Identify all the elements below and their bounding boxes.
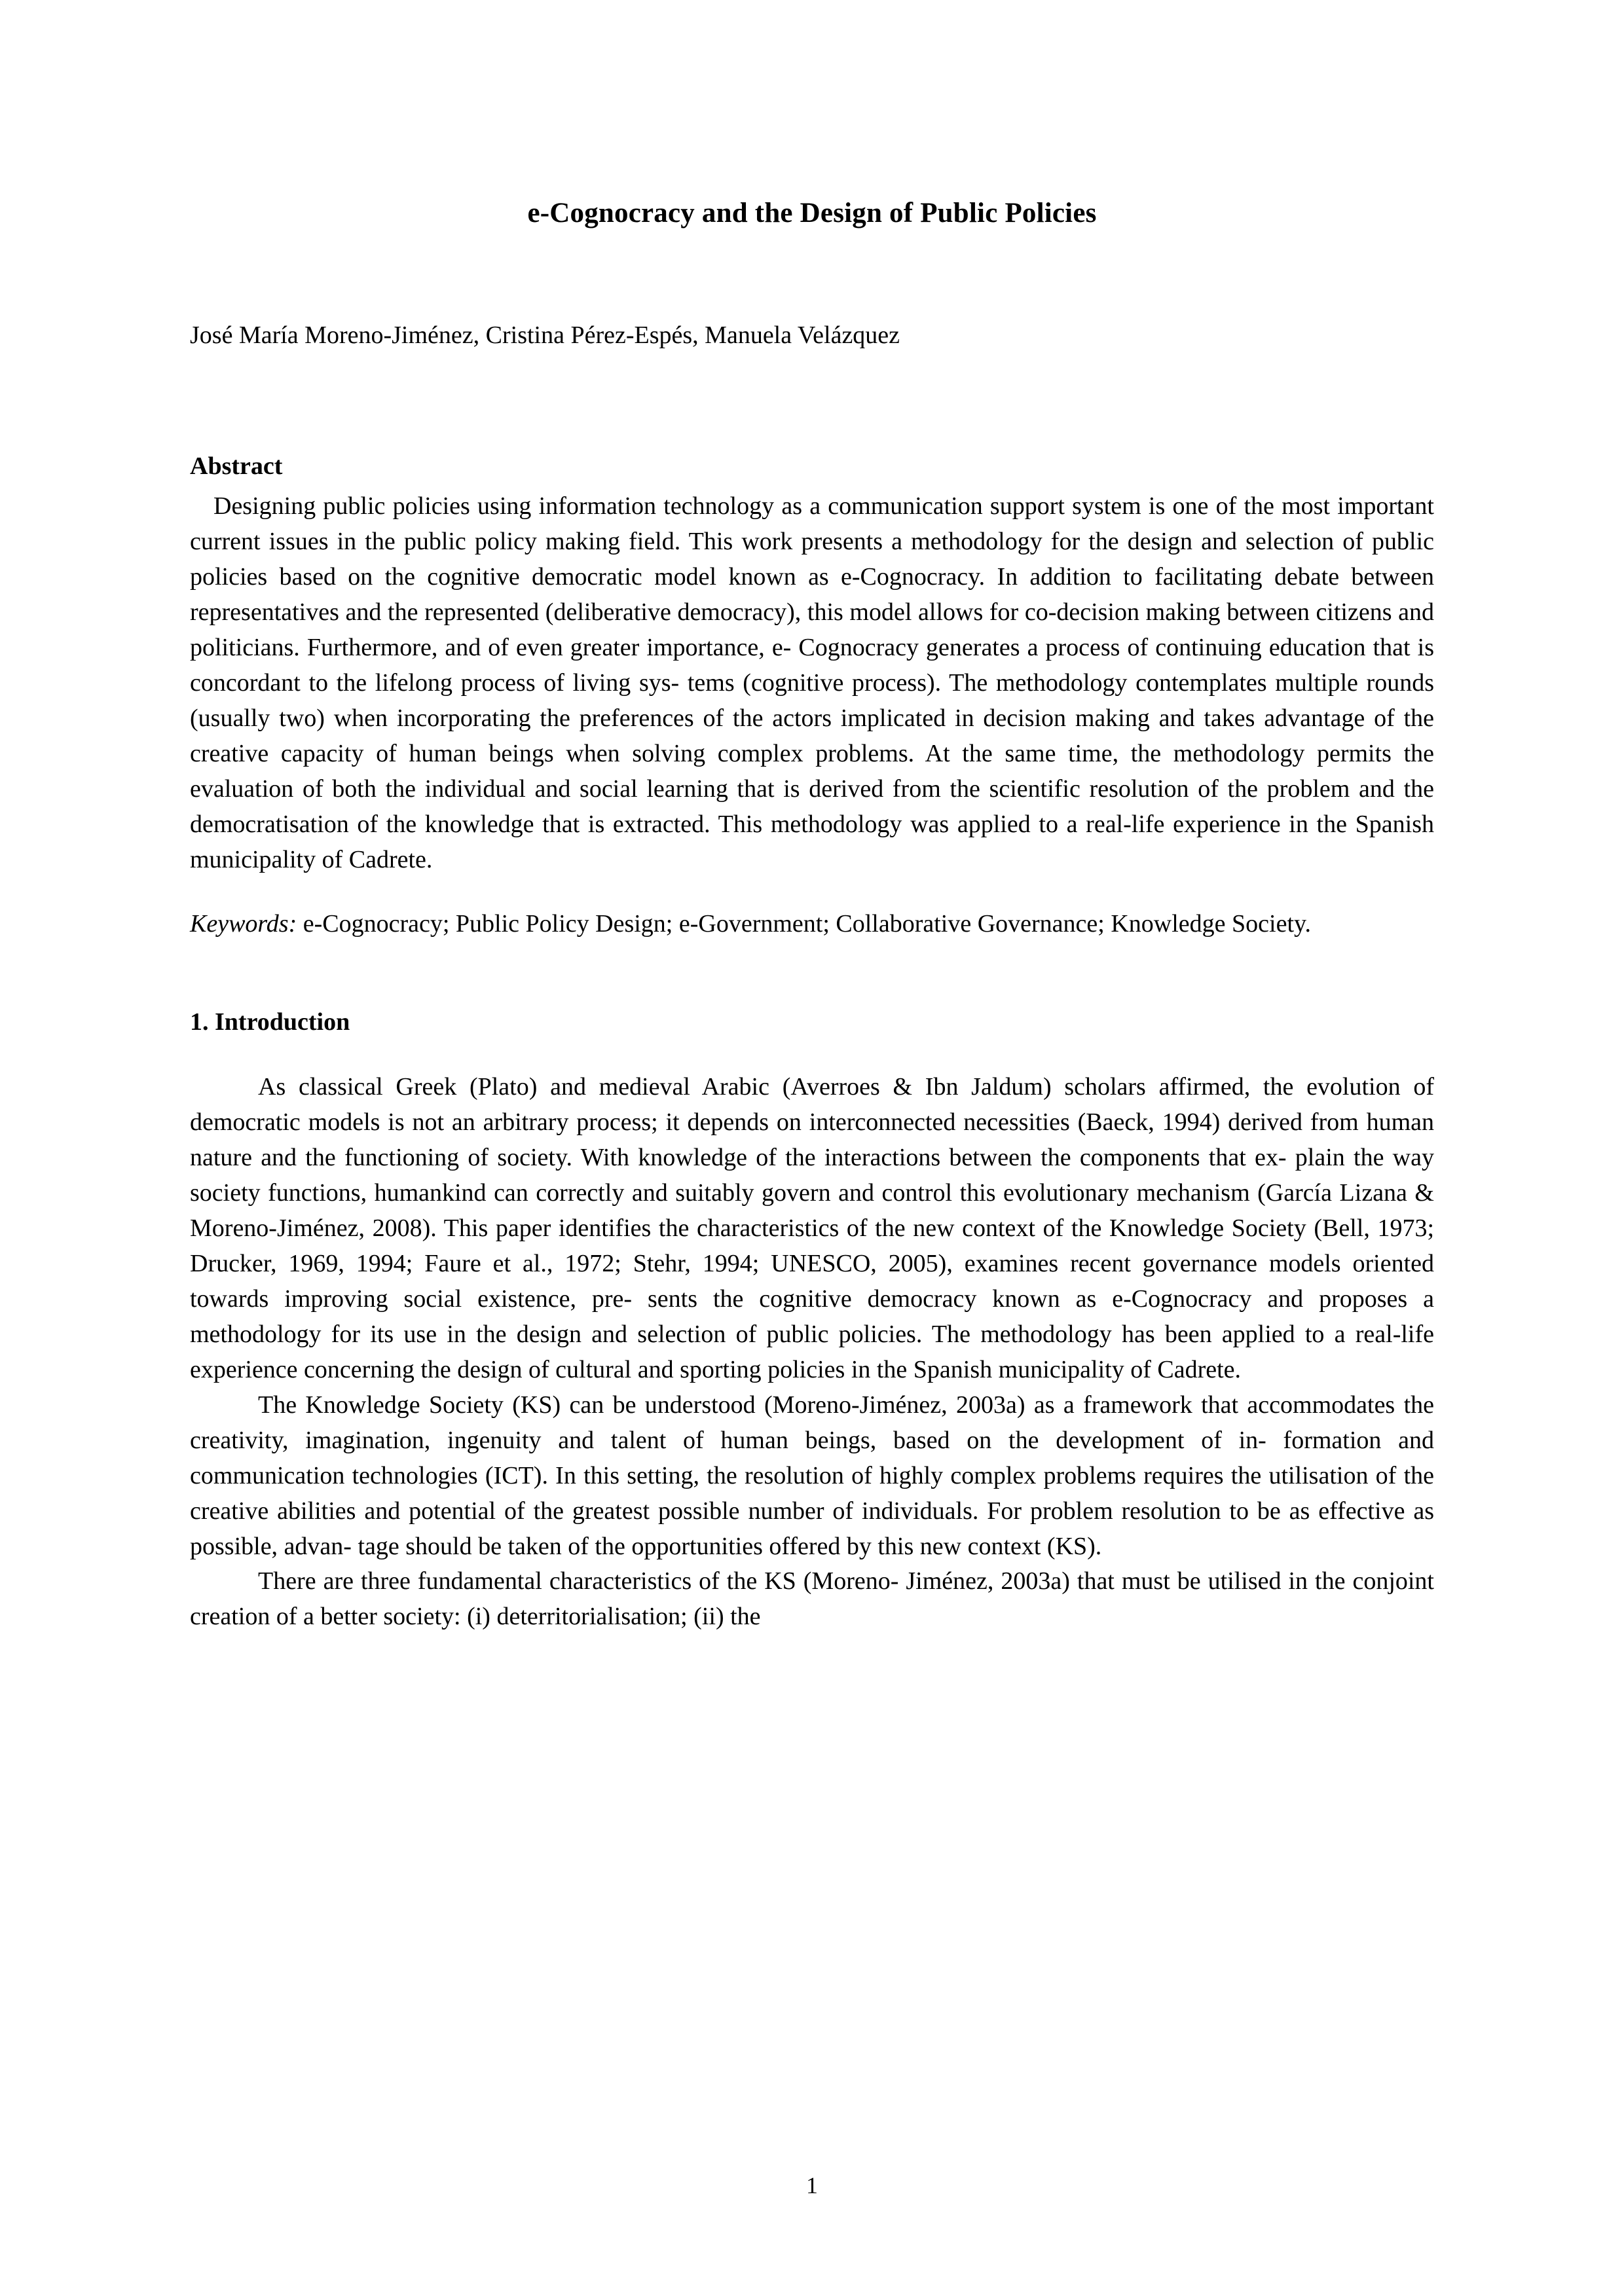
author-list: José María Moreno-Jiménez, Cristina Pérez-Espés, Manuela Velázquez [190, 321, 900, 349]
paragraph: There are three fundamental characteristics of the KS (Moreno- Jiménez, 2003a) that must be utilised in the conjoint creation of a better society: (i) deterritorialisation; (ii) the [190, 1567, 1434, 1631]
page-title: e-Cognocracy and the Design of Public Policies [527, 198, 1097, 228]
paragraph: As classical Greek (Plato) and medieval Arabic (Averroes & Ibn Jaldum) scholars affirmed, the evolution of democratic models is not an arbitrary process; it depends on interconnected necessities (Baeck, 1994) derived from human nature and the functioning of society. With knowledge of the interactions between the components that ex- plain the way society functions, humankind can correctly and suitably govern and control this evolutionary mechanism (García Lizana & Moreno-Jiménez, 2008). This paper identifies the characteristics of the new context of the Knowledge Society (Bell, 1973; Drucker, 1969, 1994; Faure et al., 1972; Stehr, 1994; UNESCO, 2005), examines recent governance models oriented towards improving social existence, pre- sents the cognitive democracy known as e-Cognocracy and proposes a methodology for its use in the design and selection of public policies. The methodology has been applied to a real-life experience concerning the design of cultural and sporting policies in the Spanish municipality of Cadrete. [190, 1073, 1434, 1383]
paragraph: The Knowledge Society (KS) can be understood (Moreno-Jiménez, 2003a) as a framework that accommodates the creativity, imagination, ingenuity and talent of human beings, based on the development of in- formation and communication technologies (ICT). In this setting, the resolution of highly complex problems requires the utilisation of the creative abilities and potential of the greatest possible number of individuals. For problem resolution to be as effective as possible, advan- tage should be taken of the opportunities offered by this new context (KS). [190, 1391, 1434, 1560]
keywords-line [190, 907, 1434, 942]
abstract-heading: Abstract [190, 452, 283, 480]
page-number: 1 [806, 2172, 818, 2198]
introduction-heading: 1. Introduction [190, 1008, 350, 1036]
keywords-label: Keywords: [190, 909, 297, 938]
abstract-section [190, 450, 1434, 878]
introduction-body [190, 1070, 1434, 1635]
abstract-text: Designing public policies using information technology as a communication support system is one of the most important current issues in the public policy making field. This work presents a methodology for the design and selection of public policies based on the cognitive democratic model known as e-Cognocracy. In addition to facilitating debate between representatives and the represented (deliberative democracy), this model allows for co-decision making between citizens and politicians. Furthermore, and of even greater importance, e- Cognocracy generates a process of continuing education that is concordant to the lifelong process of living sys- tems (cognitive process). The methodology contemplates multiple rounds (usually two) when incorporating the preferences of the actors implicated in decision making and takes advantage of the creative capacity of human beings when solving complex problems. At the same time, the methodology permits the evaluation of both the individual and social learning that is derived from the scientific resolution of the problem and the democratisation of the knowledge that is extracted. This methodology was applied to a real-life experience in the Spanish municipality of Cadrete. [190, 492, 1434, 873]
keywords-text: e-Cognocracy; Public Policy Design; e-Government; Collaborative Governance; Knowledge Society. [297, 909, 1312, 938]
